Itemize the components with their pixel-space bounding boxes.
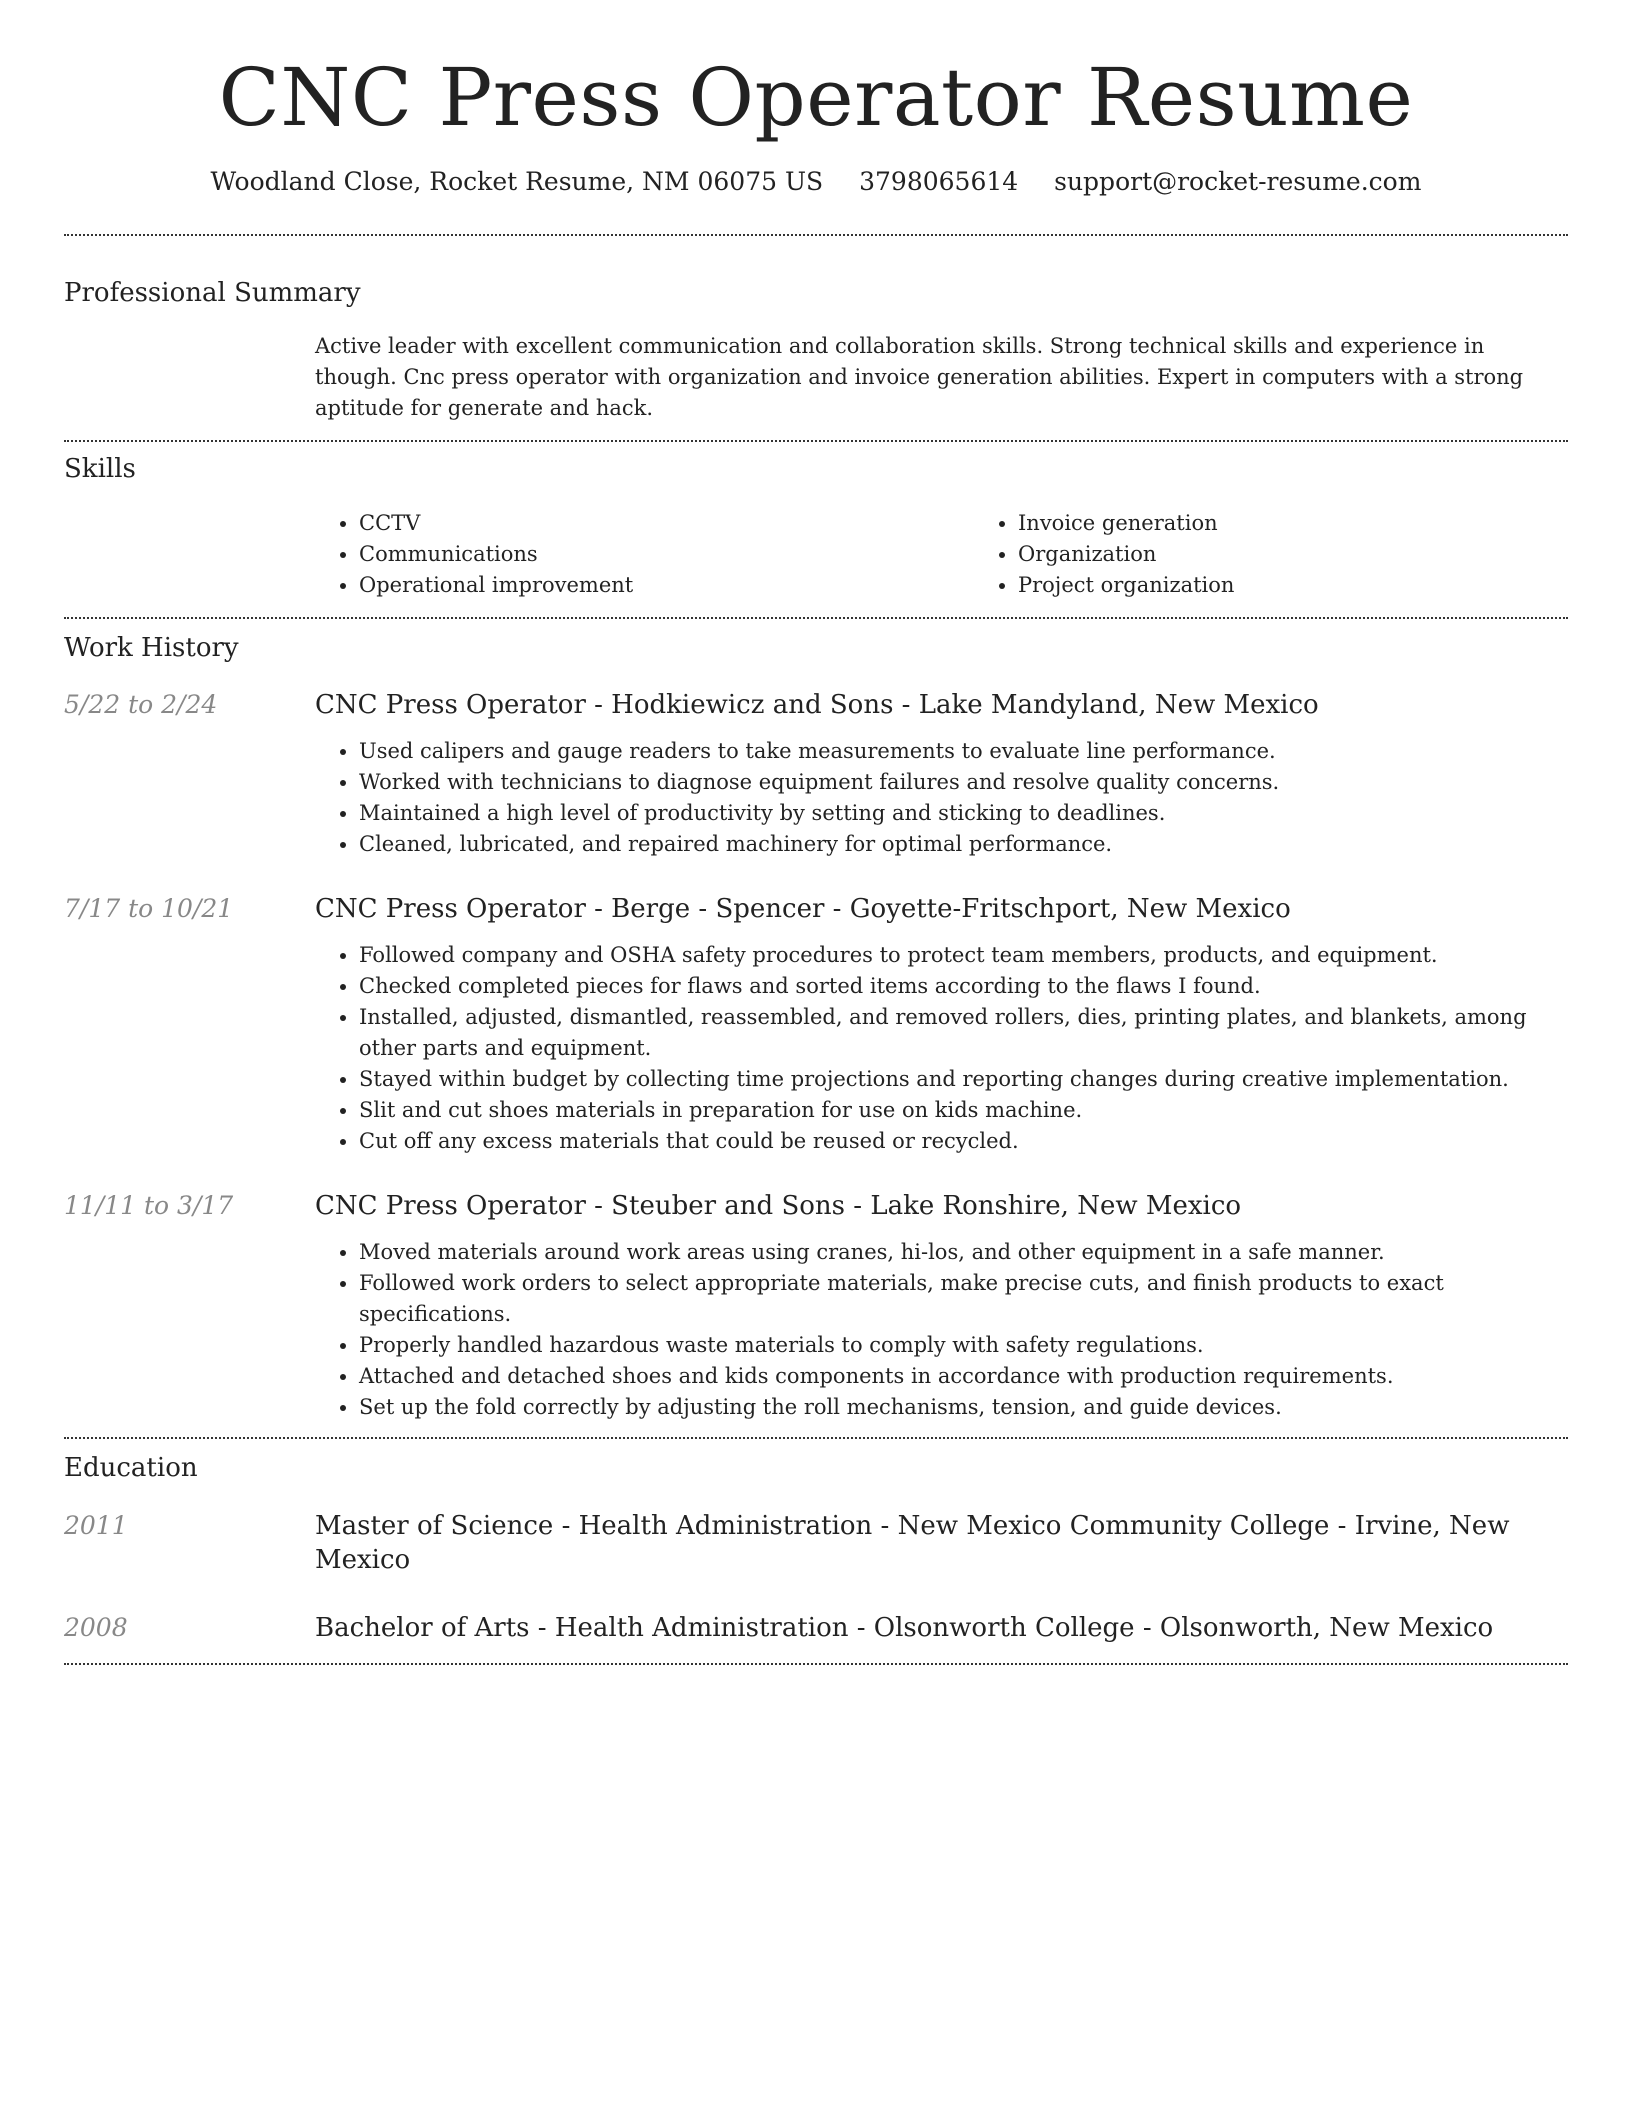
job-bullet: • Worked with technicians to diagnose equipment failures and resolve quality concerns. [359,767,1568,798]
job-bullets [315,736,1568,860]
contact-line [64,164,1568,200]
contact-address: Woodland Close, Rocket Resume, NM 06075 US [210,167,824,196]
summary-text: Active leader with excellent communication and collaboration skills. Strong technical skills and experience in though. Cnc press operator with organization and invoice generation abilities. Expert in computers with a strong aptitude for generate and hack. [315,334,1524,420]
skills-section [64,442,1568,617]
contact-email: support@rocket-resume.com [1054,167,1422,196]
page-title: CNC Press Operator Resume [218,51,1414,144]
education-degree: Master of Science - Health Administration - New Mexico Community College - Irvine, New Mexico [315,1511,1510,1575]
work-section [64,619,1568,1437]
job-bullet: • Stayed within budget by collecting time projections and reporting changes during creative implementation. [359,1064,1568,1095]
job-bullet: • Attached and detached shoes and kids components in accordance with production requirements. [359,1361,1568,1392]
job-bullet: • Properly handled hazardous waste materials to comply with safety regulations. [359,1330,1568,1361]
job-bullet: • Set up the fold correctly by adjusting the roll mechanisms, tension, and guide devices. [359,1392,1568,1423]
job-bullet: • Followed work orders to select appropriate materials, make precise cuts, and finish products to exact specifications. [359,1268,1568,1330]
section-heading-skills: Skills [64,454,136,484]
job-title: CNC Press Operator - Berge - Spencer - Goyette-Fritschport, New Mexico [315,894,1291,924]
resume-page [64,0,1568,1665]
education-degree: Bachelor of Arts - Health Administration - Olsonworth College - Olsonworth, New Mexico [315,1613,1494,1643]
section-heading-education: Education [64,1453,198,1483]
job-dates: 5/22 to 2/24 [64,690,218,719]
education-year: 2008 [64,1613,128,1642]
job-bullet: • Maintained a high level of productivity by setting and sticking to deadlines. [359,798,1568,829]
skill-item: • Operational improvement [359,570,974,601]
section-divider [64,1663,1568,1665]
job-bullet: • Cut off any excess materials that could be reused or recycled. [359,1126,1568,1157]
skill-item: • Communications [359,539,974,570]
section-heading-work: Work History [64,633,239,663]
job-bullets [315,940,1568,1157]
job-title: CNC Press Operator - Hodkiewicz and Sons - Lake Mandyland, New Mexico [315,690,1319,720]
job-bullets [315,1237,1568,1423]
job-bullet: • Moved materials around work areas using cranes, hi-los, and other equipment in a safe manner. [359,1237,1568,1268]
job-bullet: • Slit and cut shoes materials in preparation for use on kids machine. [359,1095,1568,1126]
job-entry [64,892,1568,1157]
summary-section [64,236,1568,440]
education-section [64,1439,1568,1663]
education-entry [64,1509,1568,1577]
job-title: CNC Press Operator - Steuber and Sons - Lake Ronshire, New Mexico [315,1191,1242,1221]
skill-item: • Invoice generation [1018,508,1632,539]
job-dates: 11/11 to 3/17 [64,1191,234,1220]
job-bullet: • Cleaned, lubricated, and repaired machinery for optimal performance. [359,829,1568,860]
job-entry [64,1189,1568,1423]
skill-item: • CCTV [359,508,974,539]
job-entry [64,688,1568,860]
skills-list-right [974,508,1632,601]
education-year: 2011 [64,1511,128,1540]
job-bullet: • Installed, adjusted, dismantled, reassembled, and removed rollers, dies, printing plates, and blankets, among other parts and equipment. [359,1002,1568,1064]
job-bullet: • Followed company and OSHA safety procedures to protect team members, products, and equipment. [359,940,1568,971]
skill-item: • Project organization [1018,570,1632,601]
job-dates: 7/17 to 10/21 [64,894,234,923]
contact-phone: 3798065614 [859,167,1019,196]
job-bullet: • Used calipers and gauge readers to take measurements to evaluate line performance. [359,736,1568,767]
education-entry [64,1611,1568,1645]
section-heading-summary: Professional Summary [64,278,361,308]
skills-list-left [315,508,974,601]
skill-item: • Organization [1018,539,1632,570]
job-bullet: • Checked completed pieces for flaws and sorted items according to the flaws I found. [359,971,1568,1002]
